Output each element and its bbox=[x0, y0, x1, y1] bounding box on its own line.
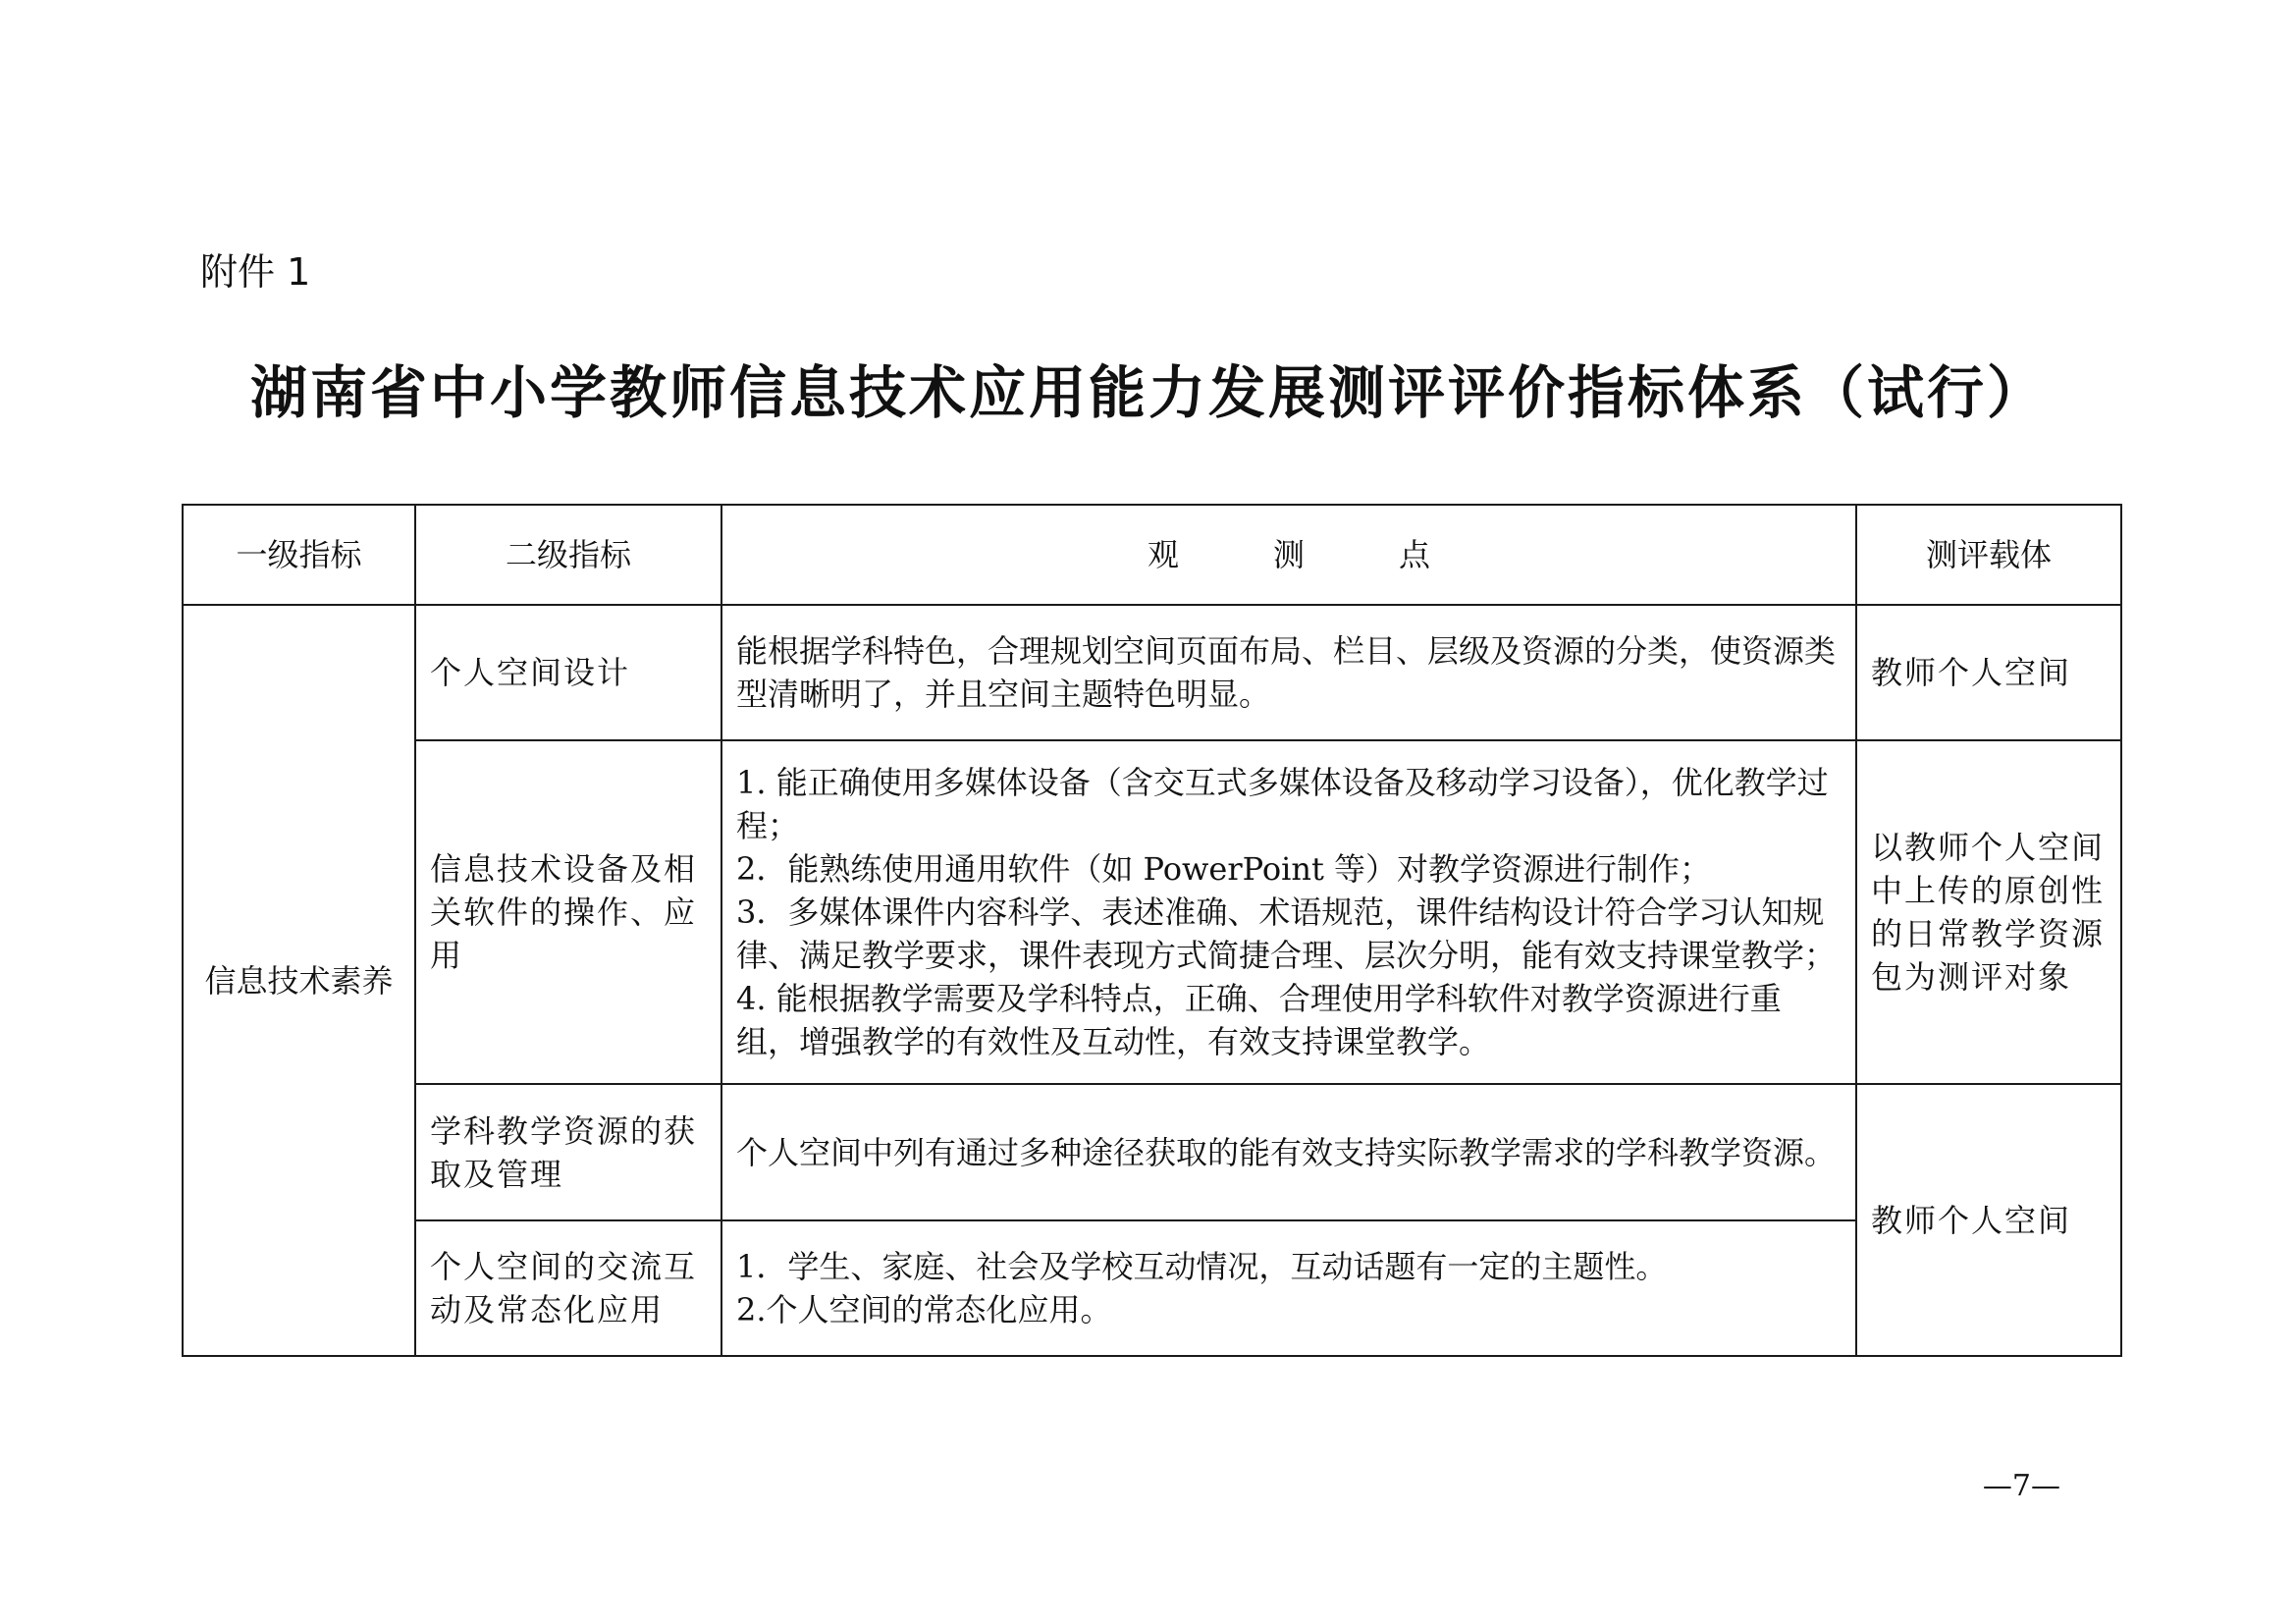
observation-cell bbox=[721, 1220, 1856, 1356]
observation-line: 1．学生、家庭、社会及学校互动情况，互动话题有一定的主题性。 bbox=[736, 1248, 1668, 1285]
table-row bbox=[183, 1084, 2121, 1220]
table-header-row bbox=[183, 505, 2121, 605]
header-level2: 二级指标 bbox=[415, 505, 721, 605]
page-number: —7— bbox=[1982, 1469, 2060, 1503]
observation-cell bbox=[721, 740, 1856, 1084]
carrier-cell: 教师个人空间 bbox=[1856, 605, 2121, 740]
observation-cell bbox=[721, 1084, 1856, 1220]
observation-line: 1. 能正确使用多媒体设备（含交互式多媒体设备及移动学习设备），优化教学过程； bbox=[736, 764, 1829, 844]
header-observation: 观 测 点 bbox=[721, 505, 1856, 605]
indicator-table bbox=[182, 504, 2122, 1357]
level2-cell: 学科教学资源的获取及管理 bbox=[415, 1084, 721, 1220]
observation-line: 个人空间中列有通过多种途径获取的能有效支持实际教学需求的学科教学资源。 bbox=[736, 1133, 1837, 1171]
carrier-cell: 教师个人空间 bbox=[1856, 1084, 2121, 1356]
level2-cell: 信息技术设备及相关软件的操作、应用 bbox=[415, 740, 721, 1084]
table-row bbox=[183, 605, 2121, 740]
observation-line: 3．多媒体课件内容科学、表述准确、术语规范，课件结构设计符合学习认知规律、满足教学要求，课件表现方式简捷合理、层次分明，能有效支持课堂教学； bbox=[736, 893, 1837, 974]
document-title: 湖南省中小学教师信息技术应用能力发展测评评价指标体系（试行） bbox=[249, 359, 2047, 426]
header-carrier: 测评载体 bbox=[1856, 505, 2121, 605]
header-level1: 一级指标 bbox=[183, 505, 415, 605]
observation-line: 能根据学科特色，合理规划空间页面布局、栏目、层级及资源的分类，使资源类型清晰明了，并且空间主题特色明显。 bbox=[736, 632, 1837, 713]
observation-cell bbox=[721, 605, 1856, 740]
observation-line: 2.个人空间的常态化应用。 bbox=[736, 1291, 1112, 1328]
carrier-cell: 以教师个人空间中上传的原创性的日常教学资源包为测评对象 bbox=[1856, 740, 2121, 1084]
observation-line: 4. 能根据教学需要及学科特点，正确、合理使用学科软件对教学资源进行重组，增强教学的有效性及互动性，有效支持课堂教学。 bbox=[736, 980, 1782, 1060]
level2-cell: 个人空间设计 bbox=[415, 605, 721, 740]
table-row bbox=[183, 1220, 2121, 1356]
level2-cell: 个人空间的交流互动及常态化应用 bbox=[415, 1220, 721, 1356]
level1-cell: 信息技术素养 bbox=[183, 605, 415, 1356]
attachment-label: 附件 1 bbox=[200, 250, 311, 294]
table-row bbox=[183, 740, 2121, 1084]
observation-line: 2．能熟练使用通用软件（如 PowerPoint 等）对教学资源进行制作； bbox=[736, 850, 1712, 888]
